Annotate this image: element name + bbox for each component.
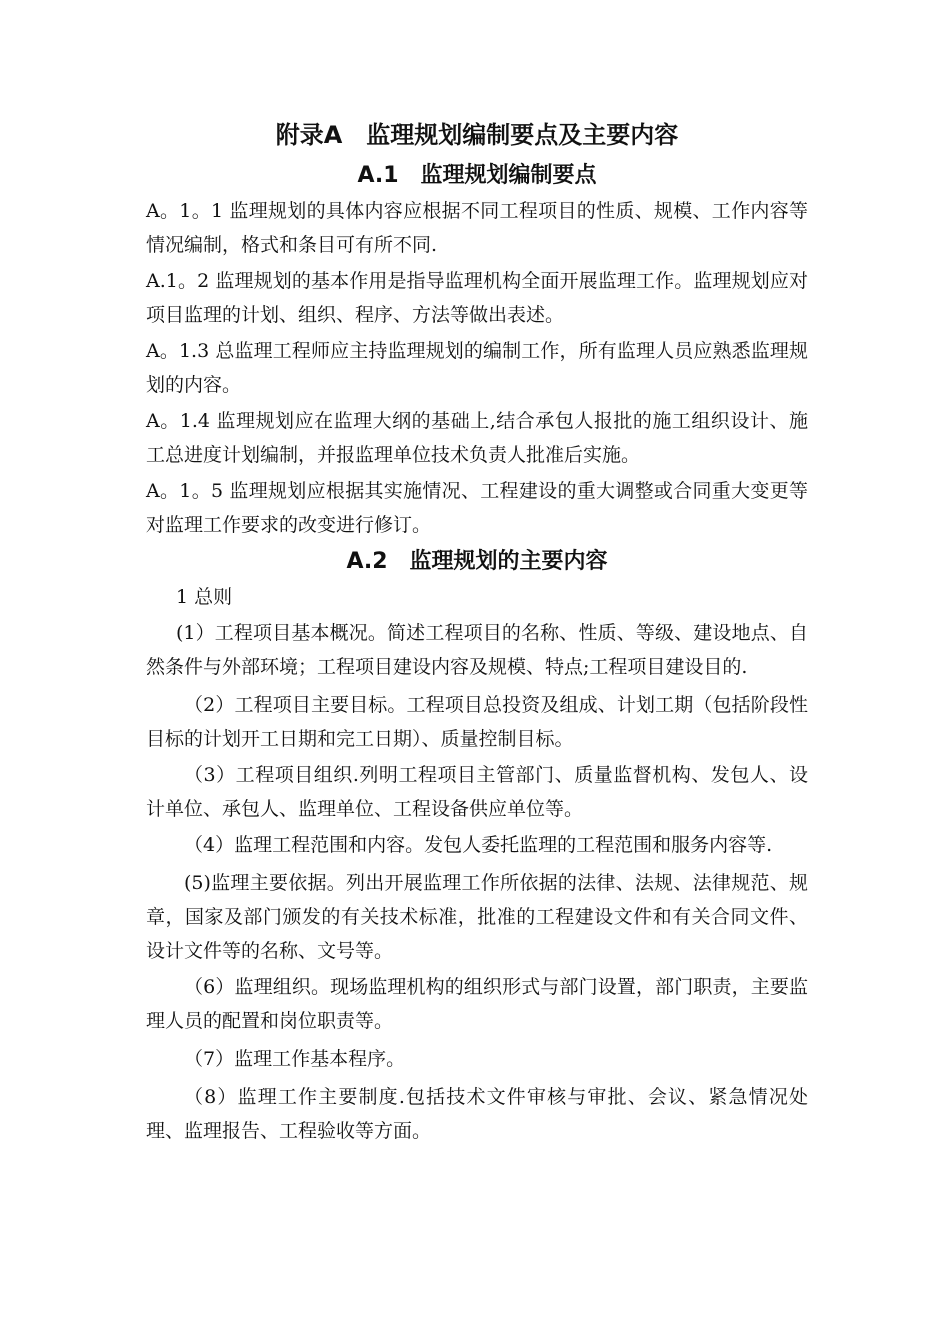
paragraph-a1-4: A。1.4 监理规划应在监理大纲的基础上,结合承包人报批的施工组织设计、施工总进度计划编制，并报监理单位技术负责人批准后实施。: [146, 410, 808, 466]
list-item-8: （8）监理工作主要制度.包括技术文件审核与审批、会议、紧急情况处理、监理报告、工程验收等方面。: [146, 1086, 808, 1142]
list-item-7: （7）监理工作基本程序。: [184, 1048, 406, 1070]
section-heading-a2: A.2 监理规划的主要内容: [346, 549, 608, 574]
paragraph-a1-3: A。1.3 总监理工程师应主持监理规划的编制工作，所有监理人员应熟悉监理规划的内容。: [146, 340, 808, 396]
list-item-1: (1）工程项目基本概况。简述工程项目的名称、性质、等级、建设地点、自然条件与外部环境；工程项目建设内容及规模、特点;工程项目建设目的.: [146, 622, 808, 678]
paragraph-a1-5: A。1。5 监理规划应根据其实施情况、工程建设的重大调整或合同重大变更等对监理工作要求的改变进行修订。: [146, 480, 808, 536]
subheading-general: 1 总则: [176, 586, 233, 608]
list-item-2: （2）工程项目主要目标。工程项目总投资及组成、计划工期（包括阶段性目标的计划开工日期和完工日期）、质量控制目标。: [146, 694, 808, 750]
list-item-5: (5)监理主要依据。列出开展监理工作所依据的法律、法规、法律规范、规章，国家及部门颁发的有关技术标准，批准的工程建设文件和有关合同文件、设计文件等的名称、文号等。: [146, 872, 808, 962]
list-item-4: （4）监理工程范围和内容。发包人委托监理的工程范围和服务内容等.: [184, 834, 773, 856]
document-body: [146, 112, 808, 1150]
list-item-3: （3）工程项目组织.列明工程项目主管部门、质量监督机构、发包人、设计单位、承包人、监理单位、工程设备供应单位等。: [146, 764, 808, 820]
document-title: 附录A 监理规划编制要点及主要内容: [275, 121, 679, 149]
section-heading-a1: A.1 监理规划编制要点: [357, 163, 597, 188]
paragraph-a1-1: A。1。1 监理规划的具体内容应根据不同工程项目的性质、规模、工作内容等情况编制，格式和条目可有所不同.: [146, 200, 808, 256]
paragraph-a1-2: A.1。2 监理规划的基本作用是指导监理机构全面开展监理工作。监理规划应对项目监理的计划、组织、程序、方法等做出表述。: [146, 270, 808, 326]
list-item-6: （6）监理组织。现场监理机构的组织形式与部门设置，部门职责，主要监理人员的配置和岗位职责等。: [146, 976, 808, 1032]
